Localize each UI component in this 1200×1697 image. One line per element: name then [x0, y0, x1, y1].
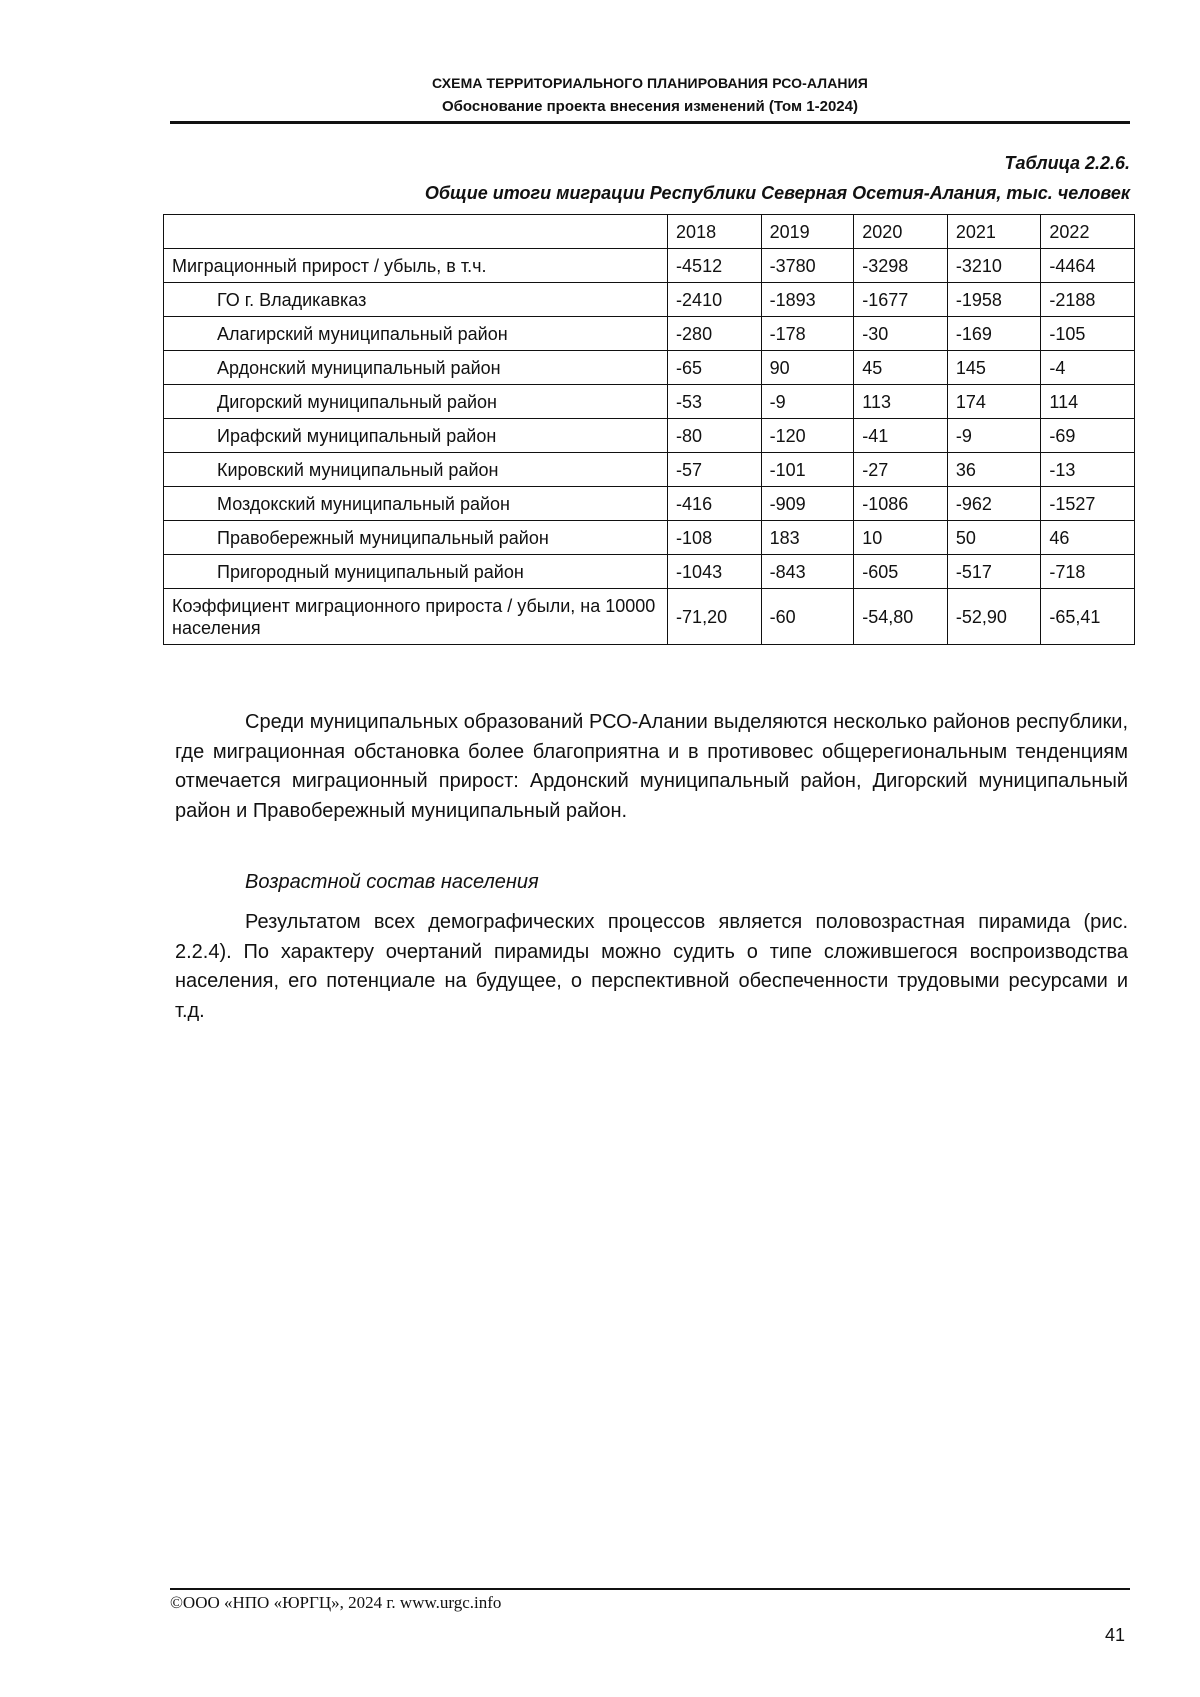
- table-cell: -178: [761, 317, 854, 351]
- table-cell: -105: [1041, 317, 1135, 351]
- row-label: Правобережный муниципальный район: [164, 521, 668, 555]
- table-cell: -718: [1041, 555, 1135, 589]
- document-header: [170, 72, 1130, 118]
- section-subheading: Возрастной состав населения: [245, 871, 539, 893]
- table-cell: -57: [668, 453, 762, 487]
- table-cell: -54,80: [854, 589, 948, 645]
- table-cell: 114: [1041, 385, 1135, 419]
- table-cell: 145: [947, 351, 1041, 385]
- row-label: ГО г. Владикавказ: [164, 283, 668, 317]
- header-subtitle: Обоснование проекта внесения изменений (Том 1-2024): [442, 98, 858, 115]
- table-cell: -1677: [854, 283, 948, 317]
- footer-divider: [170, 1588, 1130, 1590]
- row-label: Ирафский муниципальный район: [164, 419, 668, 453]
- table-cell: -1086: [854, 487, 948, 521]
- table-cell: -843: [761, 555, 854, 589]
- table-cell: -1043: [668, 555, 762, 589]
- table-cell: -416: [668, 487, 762, 521]
- table-cell: -2188: [1041, 283, 1135, 317]
- table-cell: 36: [947, 453, 1041, 487]
- table-row: [164, 317, 1135, 351]
- header-divider: [170, 121, 1130, 124]
- row-label: Алагирский муниципальный район: [164, 317, 668, 351]
- table-header-row: [164, 215, 1135, 249]
- table-cell: -80: [668, 419, 762, 453]
- footer-copyright: ©ООО «НПО «ЮРГЦ», 2024 г. www.urgc.info: [170, 1593, 502, 1612]
- table-cell: -909: [761, 487, 854, 521]
- table-cell: 45: [854, 351, 948, 385]
- row-label: Ардонский муниципальный район: [164, 351, 668, 385]
- table-cell: -65: [668, 351, 762, 385]
- table-cell: -41: [854, 419, 948, 453]
- body-paragraph: Среди муниципальных образований РСО-Алании выделяются несколько районов республики, где миграционная обстановка более благоприятна и в противовес общерегиональным тенденциям отмечается миграционный прирост: Ардонский муниципальный район, Дигорский муниципальный район и Правобережный муниципальный район.: [175, 711, 1128, 822]
- table-row: [164, 351, 1135, 385]
- table-cell: -9: [761, 385, 854, 419]
- table-cell: 174: [947, 385, 1041, 419]
- table-cell: -30: [854, 317, 948, 351]
- table-cell: -1527: [1041, 487, 1135, 521]
- table-cell: 113: [854, 385, 948, 419]
- row-label: Кировский муниципальный район: [164, 453, 668, 487]
- table-cell: -71,20: [668, 589, 762, 645]
- table-row: [164, 487, 1135, 521]
- table-row: [164, 249, 1135, 283]
- table-cell: -13: [1041, 453, 1135, 487]
- row-label: Коэффициент миграционного прироста / убыли, на 10000 населения: [164, 589, 668, 645]
- table-cell: 10: [854, 521, 948, 555]
- table-cell: -605: [854, 555, 948, 589]
- body-paragraph: Результатом всех демографических процессов является половозрастная пирамида (рис. 2.2.4). По характеру очертаний пирамиды можно судить о типе сложившегося воспроизводства населения, его потенциале на будущее, о перспективной обеспеченности трудовыми ресурсами и т.д.: [175, 911, 1128, 1022]
- row-label: Миграционный прирост / убыль, в т.ч.: [164, 249, 668, 283]
- table-cell: -69: [1041, 419, 1135, 453]
- table-row: [164, 555, 1135, 589]
- table-cell: -4512: [668, 249, 762, 283]
- table-cell: -65,41: [1041, 589, 1135, 645]
- table-row: [164, 283, 1135, 317]
- table-cell: -9: [947, 419, 1041, 453]
- table-cell: -60: [761, 589, 854, 645]
- table-number: Таблица 2.2.6.: [1004, 153, 1130, 173]
- migration-table: [163, 214, 1135, 645]
- year-header: 2020: [854, 215, 948, 249]
- table-cell: -1893: [761, 283, 854, 317]
- table-cell: -169: [947, 317, 1041, 351]
- table-row: [164, 419, 1135, 453]
- table-cell: -4464: [1041, 249, 1135, 283]
- table-cell: -4: [1041, 351, 1135, 385]
- table-row: [164, 453, 1135, 487]
- table-cell: -101: [761, 453, 854, 487]
- table-cell: -962: [947, 487, 1041, 521]
- year-header: 2021: [947, 215, 1041, 249]
- table-cell: -27: [854, 453, 948, 487]
- table-cell: -280: [668, 317, 762, 351]
- row-label: Дигорский муниципальный район: [164, 385, 668, 419]
- table-cell: 50: [947, 521, 1041, 555]
- table-cell: 183: [761, 521, 854, 555]
- table-title: Общие итоги миграции Республики Северная Осетия-Алания, тыс. человек: [424, 183, 1130, 203]
- year-header: 2022: [1041, 215, 1135, 249]
- table-cell: 90: [761, 351, 854, 385]
- table-caption: [170, 148, 1130, 208]
- table-header-empty: [164, 215, 668, 249]
- header-title: СХЕМА ТЕРРИТОРИАЛЬНОГО ПЛАНИРОВАНИЯ РСО-АЛАНИЯ: [432, 75, 868, 91]
- page-number: 41: [1104, 1625, 1125, 1645]
- table-row: [164, 385, 1135, 419]
- table-cell: -1958: [947, 283, 1041, 317]
- table-cell: -108: [668, 521, 762, 555]
- table-cell: -3210: [947, 249, 1041, 283]
- row-label: Пригородный муниципальный район: [164, 555, 668, 589]
- table-cell: -517: [947, 555, 1041, 589]
- table-cell: -3298: [854, 249, 948, 283]
- year-header: 2019: [761, 215, 854, 249]
- table-cell: -3780: [761, 249, 854, 283]
- table-row: [164, 589, 1135, 645]
- table-cell: -53: [668, 385, 762, 419]
- table-cell: -2410: [668, 283, 762, 317]
- year-header: 2018: [668, 215, 762, 249]
- table-cell: -52,90: [947, 589, 1041, 645]
- table-cell: 46: [1041, 521, 1135, 555]
- row-label: Моздокский муниципальный район: [164, 487, 668, 521]
- table-cell: -120: [761, 419, 854, 453]
- table-row: [164, 521, 1135, 555]
